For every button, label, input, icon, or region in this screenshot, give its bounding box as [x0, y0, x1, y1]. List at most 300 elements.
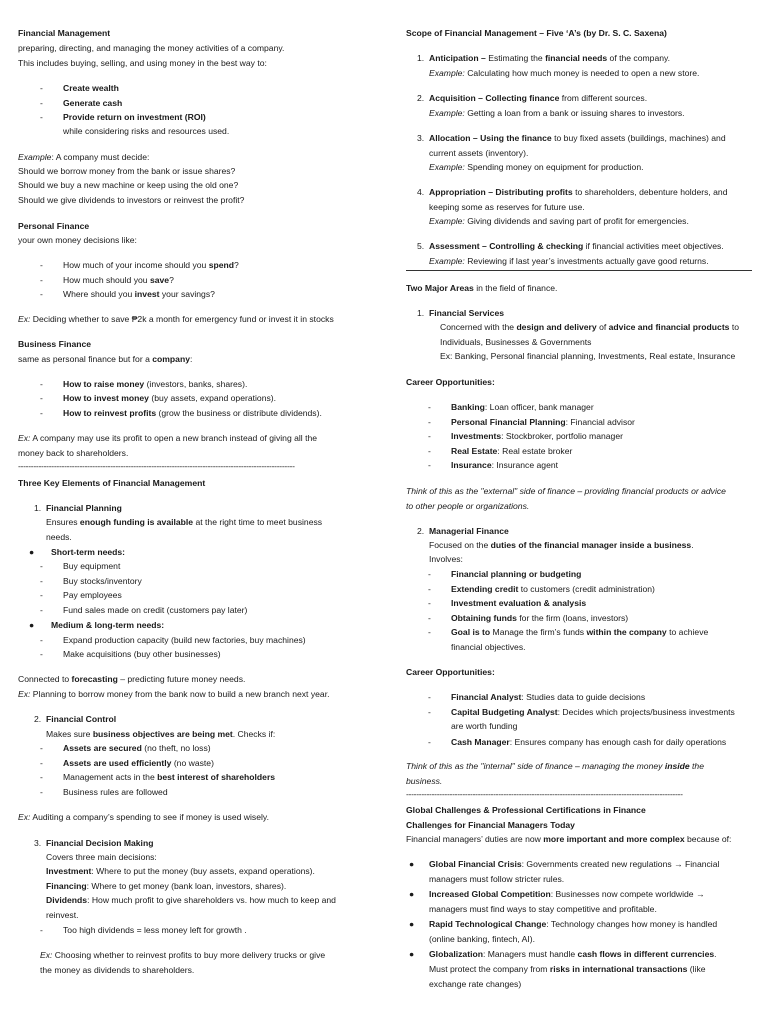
number: 1.	[417, 53, 425, 63]
bf-example	[18, 431, 317, 446]
list-item	[18, 647, 221, 662]
emphasis: spend	[208, 260, 234, 270]
ex-text: Deciding whether to save ₱2k a month for emergency fund or invest it in stocks	[30, 314, 334, 324]
scope-example	[429, 66, 699, 81]
text: ?	[234, 260, 239, 270]
bf-title: Business Finance	[18, 339, 92, 349]
external-note: Think of this as the "external" side of finance – providing financial products or advice	[406, 486, 726, 496]
text: to	[729, 322, 740, 332]
dash-bullet: -	[428, 460, 431, 470]
area-line: Individuals, Businesses & Governments	[440, 337, 592, 347]
text: : Managers must handle	[482, 949, 578, 959]
ex-text: Reviewing if last year’s investments actually gave good returns.	[464, 256, 709, 266]
dash-bullet: -	[40, 605, 43, 615]
dash-bullet: -	[428, 598, 431, 608]
text: Expand production capacity (build new factories, buy machines)	[63, 635, 306, 645]
ex-label: Example:	[429, 68, 465, 78]
bf-line	[18, 352, 192, 367]
text: How much of your income should you	[63, 260, 209, 270]
text: How much should you	[63, 275, 150, 285]
dash-bullet: -	[40, 787, 43, 797]
dash-bullet: -	[40, 379, 43, 389]
dash-bullet: -	[40, 561, 43, 571]
dot-bullet: ●	[29, 620, 35, 630]
section-divider: ------------------------------------------------------------------------------------------------------------	[18, 461, 295, 471]
pf-title: Personal Finance	[18, 221, 90, 231]
dot-item	[18, 618, 164, 633]
emphasis: inside	[664, 761, 690, 771]
text: (no theft, no loss)	[141, 743, 211, 753]
scope-title: Scope of Financial Management – Five ‘A’s (by Dr. S. C. Saxena)	[406, 28, 667, 38]
emphasis: save	[149, 275, 170, 285]
text: to customers (credit administration)	[518, 584, 655, 594]
text: at the right time to meet business	[193, 517, 323, 527]
colon: :	[161, 620, 165, 630]
decision-example-cont: the money as dividends to shareholders.	[40, 965, 195, 975]
element-line	[46, 515, 322, 530]
scope-item-cont: current assets (inventory).	[429, 148, 529, 158]
area-heading	[406, 524, 509, 539]
subheading: Medium & long-term needs	[51, 620, 162, 630]
list-item	[18, 559, 120, 574]
gc-line	[406, 832, 731, 847]
emphasis: Extending credit	[451, 584, 519, 594]
ex-label: Ex:	[18, 812, 31, 822]
text: from different sources.	[559, 93, 648, 103]
emphasis: company	[152, 354, 190, 364]
ex-label: Example:	[429, 216, 465, 226]
dash-bullet: -	[40, 772, 43, 782]
text: (investors, banks, shares).	[144, 379, 248, 389]
text: – predicting future money needs.	[117, 674, 246, 684]
decision-line	[46, 893, 336, 908]
list-item	[406, 429, 623, 444]
dash-bullet: -	[40, 758, 43, 768]
emphasis: Goal is to	[451, 627, 491, 637]
emphasis: Appropriation – Distributing profits	[429, 187, 573, 197]
example-line	[18, 150, 149, 165]
element-line	[46, 727, 275, 742]
emphasis: Insurance	[451, 460, 492, 470]
emphasis: more important and more complex	[543, 834, 685, 844]
ex-label: Example:	[429, 256, 465, 266]
list-item	[406, 582, 655, 597]
ex-text: Calculating how much money is needed to open a new store.	[464, 68, 700, 78]
text: Financial managers’ duties are now	[406, 834, 544, 844]
emphasis: forecasting	[71, 674, 118, 684]
area-title: Financial Services	[429, 308, 504, 318]
dash-bullet: -	[428, 707, 431, 717]
dash-bullet: -	[40, 743, 43, 753]
list-item	[18, 923, 247, 938]
emphasis: Rapid Technological Change	[429, 919, 547, 929]
list-item	[18, 785, 168, 800]
text: (no waste)	[171, 758, 214, 768]
list-item	[406, 611, 628, 626]
scope-item	[406, 131, 726, 146]
example-question: Should we give dividends to investors or reinvest the profit?	[18, 195, 245, 205]
list-item	[18, 391, 276, 406]
text: (like	[687, 964, 706, 974]
ex-label: Ex:	[18, 433, 31, 443]
emphasis: Anticipation –	[429, 53, 486, 63]
text: Buy equipment	[63, 561, 121, 571]
section-rule	[406, 270, 752, 271]
emphasis: best interest of shareholders	[157, 772, 276, 782]
ex-label: Ex:	[40, 950, 53, 960]
list-item	[406, 735, 726, 750]
text: if financial activities meet objectives.	[583, 241, 724, 251]
text: (buy assets, expand operations).	[148, 393, 277, 403]
number: 5.	[417, 241, 425, 251]
list-item	[18, 110, 206, 125]
list-item	[18, 770, 275, 785]
area-line: Ex: Banking, Personal financial planning, Investments, Real estate, Insurance	[440, 351, 736, 361]
number: 1.	[417, 308, 425, 318]
text: Pay employees	[63, 590, 122, 600]
list-item	[18, 96, 122, 111]
scope-example	[429, 160, 644, 175]
dash-bullet: -	[40, 112, 43, 122]
emphasis: Real Estate	[451, 446, 498, 456]
emphasis: advice and financial products	[608, 322, 730, 332]
list-item	[18, 406, 322, 421]
dash-bullet: -	[428, 737, 431, 747]
emphasis: How to raise money	[63, 379, 145, 389]
example-question: Should we borrow money from the bank or issue shares?	[18, 166, 236, 176]
ex-label: Ex:	[18, 689, 31, 699]
text: because of:	[684, 834, 732, 844]
text: Too high dividends = less money left for growth .	[63, 925, 247, 935]
dash-bullet: -	[428, 446, 431, 456]
ex-text: Spending money on equipment for production.	[464, 162, 644, 172]
gc-title: Global Challenges & Professional Certifications in Finance	[406, 805, 646, 815]
subheading: Short-term needs	[51, 547, 123, 557]
text: Focused on the	[429, 540, 491, 550]
list-item	[18, 603, 247, 618]
decision-line-cont: reinvest.	[46, 910, 79, 920]
text: : Technology changes how money is handled	[546, 919, 718, 929]
emphasis: Banking	[451, 402, 485, 412]
list-item	[406, 444, 572, 459]
text: : Insurance agent	[491, 460, 559, 470]
dash-bullet: -	[40, 649, 43, 659]
text: Makes sure	[46, 729, 93, 739]
dot-item-cont: managers must follow stricter rules.	[429, 874, 565, 884]
text: ?	[169, 275, 174, 285]
gc-subtitle: Challenges for Financial Managers Today	[406, 820, 575, 830]
text: : Studies data to guide decisions	[521, 692, 646, 702]
text: to buy fixed assets (buildings, machines) and	[551, 133, 726, 143]
text: Make acquisitions (buy other businesses)	[63, 649, 221, 659]
emphasis: Assets are secured	[63, 743, 142, 753]
emphasis: Increased Global Competition	[429, 889, 551, 899]
list-item	[18, 574, 142, 589]
emphasis: risks in international transactions	[549, 964, 688, 974]
ex-text: A company may use its profit to open a new branch instead of giving all the	[30, 433, 318, 443]
text: to achieve	[666, 627, 709, 637]
fm-goal: Provide return on investment (ROI)	[63, 112, 206, 122]
list-item	[18, 741, 211, 756]
forecast-example	[18, 687, 329, 702]
number: 1.	[34, 503, 42, 513]
tke-title: Three Key Elements of Financial Management	[18, 478, 206, 488]
text: of the company.	[607, 53, 671, 63]
area-line	[429, 538, 694, 553]
emphasis: Obtaining funds	[451, 613, 517, 623]
text: : Loan officer, bank manager	[484, 402, 594, 412]
pf-line: your own money decisions like:	[18, 235, 137, 245]
text: Estimating the	[485, 53, 546, 63]
section-divider: ------------------------------------------------------------------------------------------------------------	[406, 789, 683, 799]
text: : Ensures company has enough cash for daily operations	[509, 737, 727, 747]
dash-bullet: -	[428, 417, 431, 427]
emphasis: financial needs	[545, 53, 608, 63]
text: : Decides which projects/business investments	[557, 707, 735, 717]
text: Connected to	[18, 674, 72, 684]
dot-bullet: ●	[409, 919, 415, 929]
emphasis: Investments	[451, 431, 502, 441]
text: : Financial advisor	[565, 417, 635, 427]
number: 3.	[34, 838, 42, 848]
internal-note: business.	[406, 776, 443, 786]
text: of	[596, 322, 609, 332]
fm-goal-tail: while considering risks and resources used.	[63, 126, 230, 136]
dash-bullet: -	[428, 627, 431, 637]
list-item	[18, 81, 119, 96]
dash-bullet: -	[428, 584, 431, 594]
dash-bullet: -	[40, 275, 43, 285]
decision-example	[40, 948, 325, 963]
list-item	[406, 567, 581, 582]
element-heading	[18, 712, 116, 727]
text: Fund sales made on credit (customers pay later)	[63, 605, 248, 615]
text: your savings?	[159, 289, 215, 299]
dash-bullet: -	[40, 289, 43, 299]
dot-item	[406, 887, 705, 902]
dash-bullet: -	[40, 635, 43, 645]
text: : Governments created new regulations → Financial	[521, 859, 720, 869]
number: 2.	[417, 526, 425, 536]
dash-bullet: -	[40, 576, 43, 586]
element-heading	[18, 501, 122, 516]
example-question: Should we buy a new machine or keep using the old one?	[18, 180, 239, 190]
career-title: Career Opportunities:	[406, 377, 495, 387]
element-heading	[18, 836, 153, 851]
text: the	[689, 761, 704, 771]
number: 3.	[417, 133, 425, 143]
emphasis: How to invest money	[63, 393, 149, 403]
number: 2.	[417, 93, 425, 103]
list-item	[18, 258, 239, 273]
list-item	[18, 588, 122, 603]
text: Business rules are followed	[63, 787, 168, 797]
dash-bullet: -	[40, 925, 43, 935]
emphasis: Cash Manager	[451, 737, 510, 747]
ex-text: Giving dividends and saving part of profit for emergencies.	[464, 216, 689, 226]
emphasis: Allocation – Using the finance	[429, 133, 552, 143]
text: : Where to put the money (buy assets, expand operations).	[91, 866, 315, 876]
list-item	[406, 690, 645, 705]
dot-item	[18, 545, 125, 560]
decision-line	[46, 864, 315, 879]
text: .	[691, 540, 694, 550]
emphasis: Financing	[46, 881, 87, 891]
emphasis: business objectives are being met	[92, 729, 233, 739]
emphasis: Investment evaluation & analysis	[451, 598, 587, 608]
dash-bullet: -	[428, 569, 431, 579]
element-title: Financial Decision Making	[46, 838, 154, 848]
dot-bullet: ●	[409, 859, 415, 869]
ex-label: Ex:	[18, 314, 31, 324]
scope-item	[406, 51, 670, 66]
element-title: Financial Planning	[46, 503, 122, 513]
text: :	[189, 354, 193, 364]
ex-text: Auditing a company’s spending to see if money is used wisely.	[30, 812, 269, 822]
dot-item	[406, 917, 717, 932]
text: (grow the business or distribute dividends).	[156, 408, 322, 418]
list-item	[18, 287, 215, 302]
list-item	[18, 756, 214, 771]
text: : How much profit to give shareholders vs. how much to keep and	[87, 895, 336, 905]
text: Concerned with the	[440, 322, 517, 332]
area-line: Involves:	[429, 554, 463, 564]
emphasis: enough funding is available	[79, 517, 194, 527]
decision-line	[46, 879, 286, 894]
list-item-cont: are worth funding	[451, 721, 518, 731]
dash-bullet: -	[40, 408, 43, 418]
fm-goal: Create wealth	[63, 83, 119, 93]
fm-line: This includes buying, selling, and using money in the best way to:	[18, 58, 267, 68]
example-label: Example	[18, 152, 52, 162]
fm-goal: Generate cash	[63, 98, 123, 108]
scope-item	[406, 91, 647, 106]
list-item	[18, 633, 306, 648]
tma-line	[406, 281, 557, 296]
dash-bullet: -	[428, 692, 431, 702]
list-item	[406, 625, 708, 640]
bf-example-cont: money back to shareholders.	[18, 448, 129, 458]
scope-item-cont: keeping some as reserves for future use.	[429, 202, 585, 212]
list-item	[406, 458, 558, 473]
dash-bullet: -	[428, 402, 431, 412]
text: : Where to get money (bank loan, investors, shares).	[86, 881, 287, 891]
text: to shareholders, debenture holders, and	[572, 187, 728, 197]
emphasis: Investment	[46, 866, 92, 876]
ex-text: Planning to borrow money from the bank now to build a new branch next year.	[30, 689, 330, 699]
forecast-line	[18, 672, 245, 687]
emphasis: Globalization	[429, 949, 483, 959]
fm-title: Financial Management	[18, 28, 111, 38]
emphasis: invest	[134, 289, 160, 299]
emphasis: Personal Financial Planning	[451, 417, 566, 427]
dot-bullet: ●	[409, 949, 415, 959]
text: in the field of finance.	[473, 283, 558, 293]
area-heading	[406, 306, 504, 321]
scope-example	[429, 214, 689, 229]
text: : Stockbroker, portfolio manager	[501, 431, 623, 441]
element-line: needs.	[46, 532, 72, 542]
emphasis: within the company	[586, 627, 667, 637]
list-item	[18, 377, 247, 392]
emphasis: Acquisition – Collecting finance	[429, 93, 560, 103]
emphasis: Global Financial Crisis	[429, 859, 522, 869]
fm-line: preparing, directing, and managing the money activities of a company.	[18, 43, 285, 53]
dot-item-cont: (online banking, fintech, AI).	[429, 934, 536, 944]
dash-bullet: -	[428, 613, 431, 623]
dot-item	[406, 857, 719, 872]
emphasis: Two Major Areas	[406, 283, 474, 293]
list-item	[18, 273, 174, 288]
emphasis: Assets are used efficiently	[63, 758, 172, 768]
example-text: : A company must decide:	[51, 152, 150, 162]
dash-bullet: -	[40, 393, 43, 403]
dash-bullet: -	[40, 98, 43, 108]
career-title: Career Opportunities:	[406, 667, 495, 677]
dot-item-cont: exchange rate changes)	[429, 979, 522, 989]
emphasis: duties of the financial manager inside a business	[490, 540, 692, 550]
text: : Businesses now compete worldwide →	[550, 889, 705, 899]
list-item	[406, 596, 586, 611]
dot-item	[406, 947, 717, 962]
text: . Checks if:	[232, 729, 276, 739]
dot-bullet: ●	[409, 889, 415, 899]
dot-bullet: ●	[29, 547, 35, 557]
text: Must protect the company from	[429, 964, 550, 974]
control-example	[18, 810, 269, 825]
list-item-cont: financial objectives.	[451, 642, 526, 652]
emphasis: Financial planning or budgeting	[451, 569, 582, 579]
text: Manage the firm’s funds	[490, 627, 587, 637]
dash-bullet: -	[40, 260, 43, 270]
ex-label: Example:	[429, 162, 465, 172]
scope-example	[429, 106, 685, 121]
list-item	[406, 400, 594, 415]
scope-item	[406, 239, 724, 254]
number: 4.	[417, 187, 425, 197]
text: : Real estate broker	[497, 446, 573, 456]
ex-text: Getting a loan from a bank or issuing shares to investors.	[464, 108, 685, 118]
element-title: Financial Control	[46, 714, 117, 724]
ex-text: Choosing whether to reinvest profits to buy more delivery trucks or give	[52, 950, 326, 960]
dot-item-cont	[429, 962, 706, 977]
text: same as personal finance but for a	[18, 354, 153, 364]
text: Buy stocks/inventory	[63, 576, 142, 586]
text: Think of this as the "internal" side of finance – managing the money	[406, 761, 665, 771]
element-line: Covers three main decisions:	[46, 852, 157, 862]
area-title: Managerial Finance	[429, 526, 509, 536]
dash-bullet: -	[428, 431, 431, 441]
emphasis: Capital Budgeting Analyst	[451, 707, 558, 717]
emphasis: Dividends	[46, 895, 88, 905]
pf-example	[18, 312, 334, 327]
text: for the firm (loans, investors)	[516, 613, 629, 623]
external-note: to other people or organizations.	[406, 501, 530, 511]
dash-bullet: -	[40, 590, 43, 600]
text: .	[714, 949, 717, 959]
ex-label: Example:	[429, 108, 465, 118]
list-item	[406, 705, 735, 720]
scope-example	[429, 254, 709, 269]
emphasis: design and delivery	[516, 322, 597, 332]
text: Where should you	[63, 289, 135, 299]
number: 2.	[34, 714, 42, 724]
list-item	[406, 415, 635, 430]
scope-item	[406, 185, 728, 200]
colon: :	[122, 547, 126, 557]
dash-bullet: -	[40, 83, 43, 93]
text: Ensures	[46, 517, 80, 527]
